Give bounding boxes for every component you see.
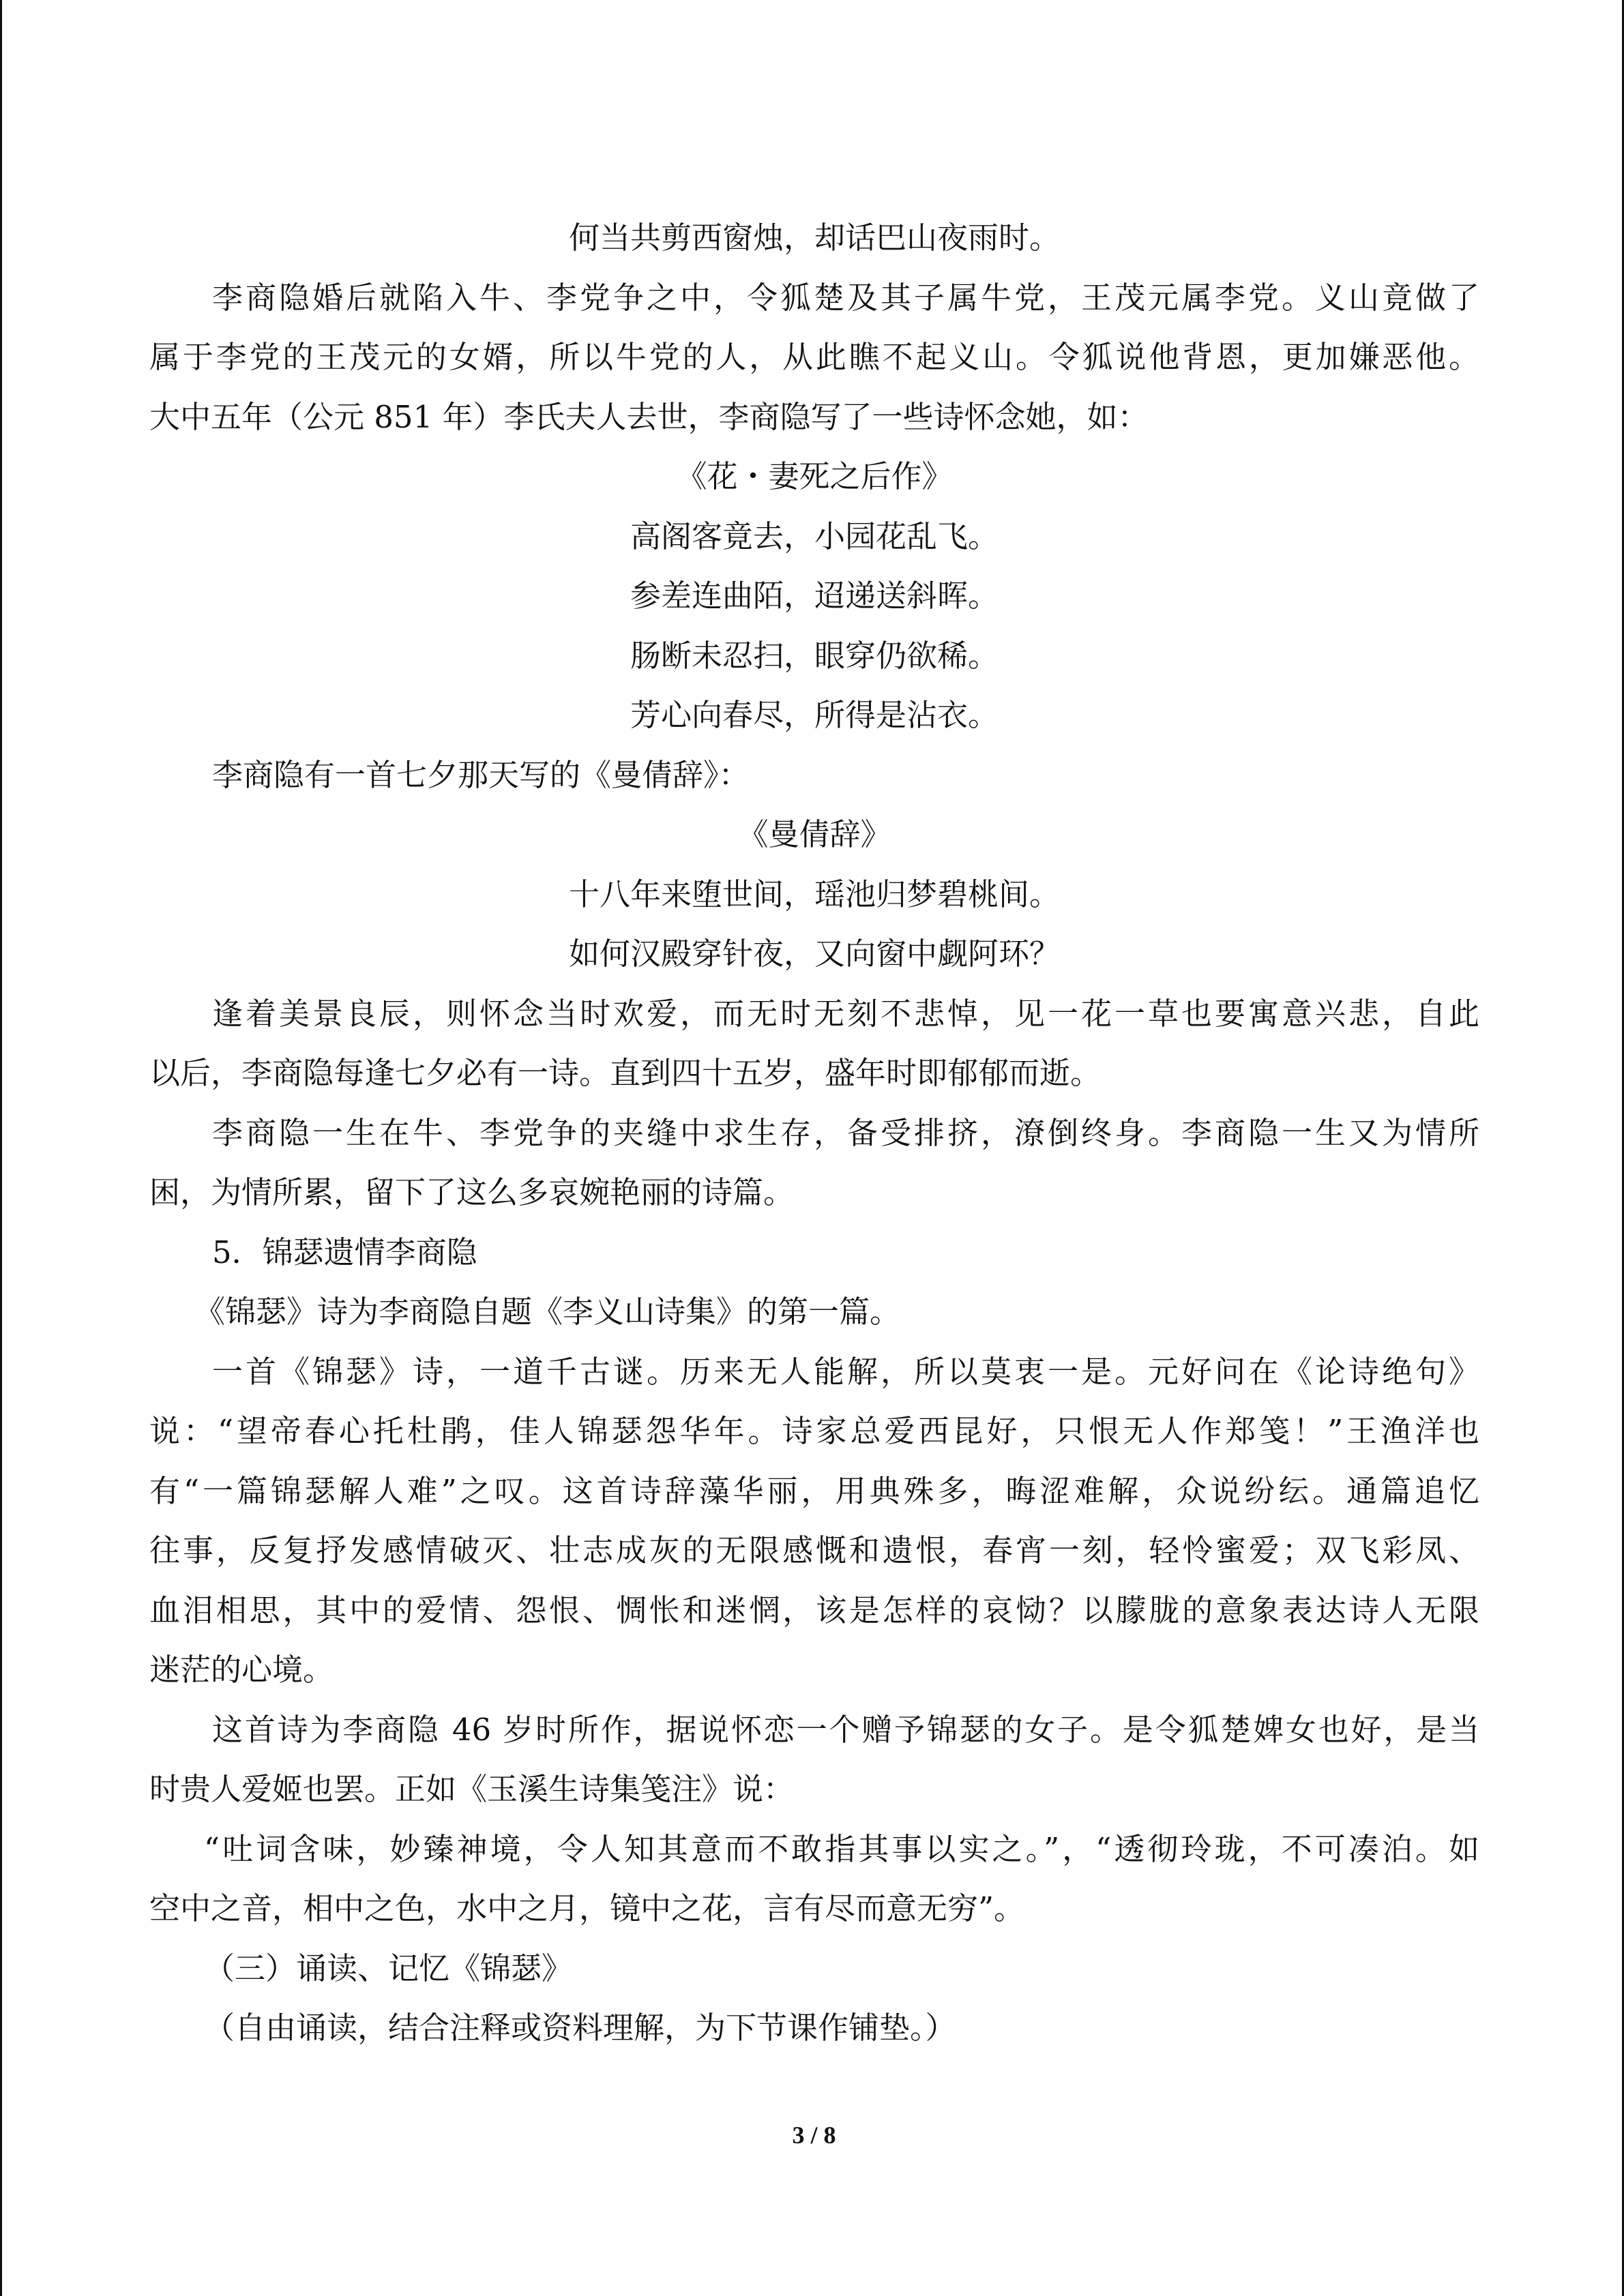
quote-line: “吐词含味，妙臻神境，令人知其意而不敢指其事以实之。”，“透彻玲珑，不可凑泊。如 bbox=[204, 1830, 1479, 1867]
page-content bbox=[149, 208, 1479, 2058]
paragraph-line: 一首《锦瑟》诗，一道千古谜。历来无人能解，所以莫衷一是。元好问在《论诗绝句》 bbox=[212, 1353, 1479, 1390]
paragraph-line: 这首诗为李商隐 46 岁时所作，据说怀恋一个赠予锦瑟的女子。是令狐楚婢女也好，是当 bbox=[212, 1711, 1479, 1748]
paragraph-line: 往事，反复抒发感情破灭、壮志成灰的无限感慨和遗恨，春宵一刻，轻怜蜜爱；双飞彩凤、 bbox=[149, 1532, 1479, 1568]
paragraph-line: 李商隐有一首七夕那天写的《曼倩辞》： bbox=[212, 756, 750, 793]
paragraph-line: 有“一篇锦瑟解人难”之叹。这首诗辞藻华丽，用典殊多，晦涩难解，众说纷纭。通篇追忆 bbox=[149, 1472, 1479, 1509]
paragraph-line: 迷茫的心境。 bbox=[149, 1652, 334, 1688]
section-heading: （三）诵读、记忆《锦瑟》 bbox=[204, 1950, 573, 1986]
page-number: 3 / 8 bbox=[792, 2121, 836, 2149]
poem-line: 参差连曲陌，迢递送斜晖。 bbox=[630, 578, 999, 614]
paragraph-line: （自由诵读，结合注释或资料理解，为下节课作铺垫。） bbox=[204, 2010, 956, 2046]
paragraph-line: 困，为情所累，留下了这么多哀婉艳丽的诗篇。 bbox=[149, 1174, 795, 1210]
section-heading: 5．锦瑟遗情李商隐 bbox=[212, 1234, 477, 1270]
quote-line: 空中之音，相中之色，水中之月，镜中之花，言有尽而意无穷”。 bbox=[149, 1890, 1025, 1926]
poem-line: 十八年来堕世间，瑶池归梦碧桃间。 bbox=[568, 876, 1060, 912]
paragraph-line: 血泪相思，其中的爱情、怨恨、惆怅和迷惘，该是怎样的哀恸？以朦胧的意象表达诗人无限 bbox=[149, 1592, 1479, 1628]
paragraph-line: 属于李党的王茂元的女婿，所以牛党的人，从此瞧不起义山。令狐说他背恩，更加嫌恶他。 bbox=[149, 339, 1479, 375]
poem-title: 《花・妻死之后作》 bbox=[676, 458, 953, 494]
paragraph-line: 以后，李商隐每逢七夕必有一诗。直到四十五岁，盛年时即郁郁而逝。 bbox=[149, 1055, 1102, 1091]
paragraph-line: 大中五年（公元 851 年）李氏夫人去世，李商隐写了一些诗怀念她，如： bbox=[149, 398, 1149, 435]
poem-line: 如何汉殿穿针夜，又向窗中觑阿环？ bbox=[568, 936, 1060, 972]
poem-line: 芳心向春尽，所得是沾衣。 bbox=[630, 697, 999, 733]
paragraph-line: 李商隐婚后就陷入牛、李党争之中，令狐楚及其子属牛党，王茂元属李党。义山竟做了 bbox=[212, 279, 1479, 316]
poem-title: 《曼倩辞》 bbox=[737, 816, 891, 852]
paragraph-line: 《锦瑟》诗为李商隐自题《李义山诗集》的第一篇。 bbox=[194, 1294, 901, 1330]
poem-line: 高阁客竟去，小园花乱飞。 bbox=[630, 518, 999, 554]
paragraph-line: 说：“望帝春心托杜鹃，佳人锦瑟怨华年。诗家总爱西昆好，只恨无人作郑笺！”王渔洋也 bbox=[149, 1413, 1479, 1449]
paragraph-line: 时贵人爱姬也罢。正如《玉溪生诗集笺注》说： bbox=[149, 1771, 795, 1807]
paragraph-line: 逢着美景良辰，则怀念当时欢爱，而无时无刻不悲悼，见一花一草也要寓意兴悲，自此 bbox=[212, 995, 1479, 1032]
poem-line: 何当共剪西窗烛，却话巴山夜雨时。 bbox=[568, 220, 1060, 256]
paragraph-line: 李商隐一生在牛、李党争的夹缝中求生存，备受排挤，潦倒终身。李商隐一生又为情所 bbox=[212, 1114, 1479, 1151]
poem-line: 肠断未忍扫，眼穿仍欲稀。 bbox=[630, 637, 999, 674]
